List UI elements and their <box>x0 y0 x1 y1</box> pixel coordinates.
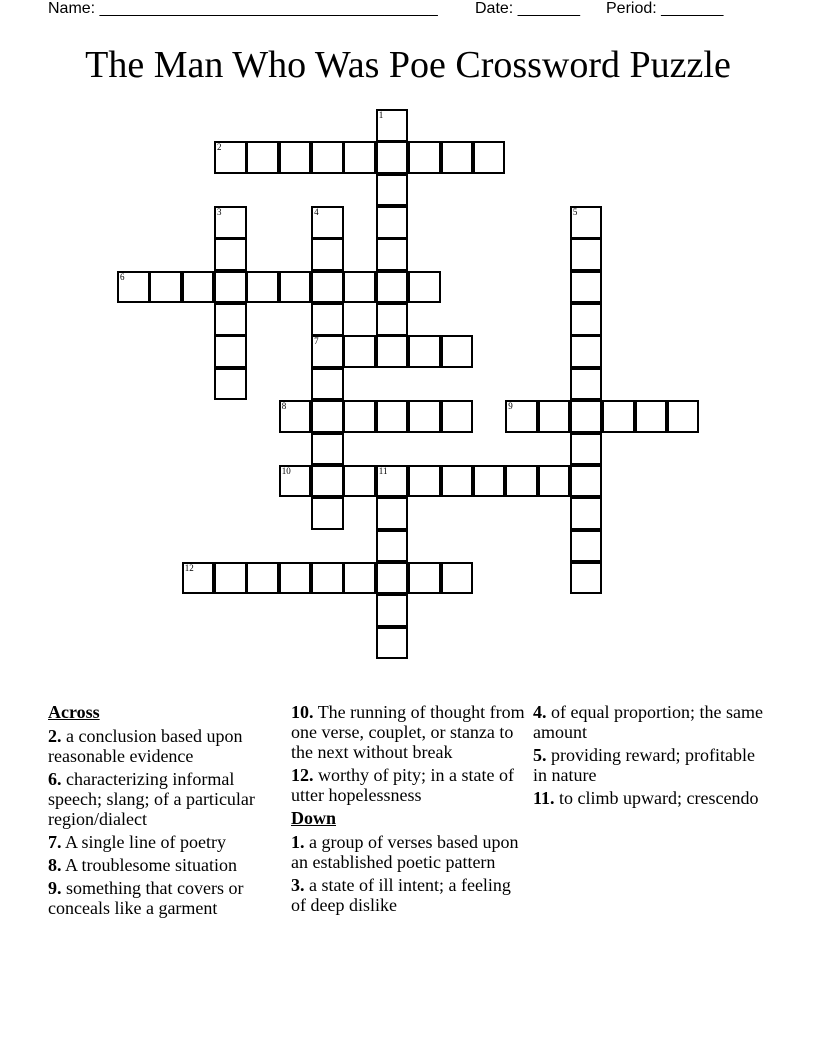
grid-cell[interactable] <box>570 206 603 239</box>
cell-number: 9 <box>508 401 513 412</box>
cell-number: 7 <box>314 336 319 347</box>
clue-text: The running of thought from one verse, couplet, or stanza to the next without break <box>291 702 525 762</box>
grid-cell[interactable] <box>570 562 603 595</box>
grid-cell[interactable] <box>311 368 344 401</box>
grid-cell[interactable] <box>311 238 344 271</box>
clue-across-8 <box>48 855 283 875</box>
grid-cell[interactable] <box>376 109 409 142</box>
grid-cell[interactable] <box>311 271 344 304</box>
clue-number: 12. <box>291 765 314 785</box>
across-heading: Across <box>48 702 100 722</box>
clue-text: a state of ill intent; a feeling of deep dislike <box>291 875 511 915</box>
grid-cell[interactable] <box>343 465 376 498</box>
clue-number: 7. <box>48 832 62 852</box>
grid-cell[interactable] <box>279 271 312 304</box>
clues-column-2 <box>291 702 526 918</box>
clue-number: 5. <box>533 745 547 765</box>
clue-across-6 <box>48 769 283 829</box>
grid-cell[interactable] <box>214 335 247 368</box>
grid-cell[interactable] <box>376 238 409 271</box>
grid-cell[interactable] <box>214 206 247 239</box>
cell-number: 6 <box>120 271 125 282</box>
grid-cell[interactable] <box>311 303 344 336</box>
down-heading: Down <box>291 808 337 828</box>
grid-cell[interactable] <box>376 271 409 304</box>
clue-text: to climb upward; crescendo <box>559 788 759 808</box>
cell-number: 8 <box>281 401 287 412</box>
clue-across-12 <box>291 765 526 805</box>
grid-cell[interactable] <box>214 303 247 336</box>
grid-cell[interactable] <box>376 562 409 595</box>
clue-text: providing reward; profitable in nature <box>533 745 755 785</box>
grid-cell[interactable] <box>343 562 376 595</box>
name-line: Name: ______________________________________ <box>48 0 438 17</box>
grid-cell[interactable] <box>376 303 409 336</box>
clues-column-3 <box>533 702 768 811</box>
grid-cell[interactable] <box>376 174 409 207</box>
puzzle-title: The Man Who Was Poe Crossword Puzzle <box>85 44 731 86</box>
grid-cell[interactable] <box>376 530 409 563</box>
grid-cell[interactable] <box>343 400 376 433</box>
grid-cell[interactable] <box>570 497 603 530</box>
cell-number: 1 <box>378 110 384 120</box>
grid-cell[interactable] <box>570 465 603 498</box>
grid-cell[interactable] <box>505 400 538 433</box>
clue-text: of equal proportion; the same amount <box>533 702 763 742</box>
grid-cell[interactable] <box>182 562 215 595</box>
grid-cell[interactable] <box>343 335 376 368</box>
grid-cell[interactable] <box>343 271 376 304</box>
grid-cell[interactable] <box>538 400 571 433</box>
grid-cell[interactable] <box>408 335 441 368</box>
grid-cell[interactable] <box>408 465 441 498</box>
grid-cell[interactable] <box>441 335 474 368</box>
grid-cell[interactable] <box>570 335 603 368</box>
grid-cell[interactable] <box>376 465 409 498</box>
grid-cell[interactable] <box>441 400 474 433</box>
grid-cell[interactable] <box>311 433 344 466</box>
clue-text: characterizing informal speech; slang; of a particular region/dialect <box>48 769 255 829</box>
grid-cell[interactable] <box>376 400 409 433</box>
clue-across-2 <box>48 726 283 766</box>
grid-cell[interactable] <box>473 465 506 498</box>
grid-cell[interactable] <box>214 368 247 401</box>
grid-cell[interactable] <box>570 303 603 336</box>
grid-cell[interactable] <box>473 141 506 174</box>
grid-cell[interactable] <box>570 368 603 401</box>
grid-cell[interactable] <box>246 271 279 304</box>
grid-cell[interactable] <box>635 400 668 433</box>
clue-across-9 <box>48 878 283 918</box>
grid-cell[interactable] <box>602 400 635 433</box>
clue-text: a conclusion based upon reasonable evidence <box>48 726 243 766</box>
clue-down-3 <box>291 875 526 915</box>
cell-number: 11 <box>378 465 388 476</box>
clue-across-10 <box>291 702 526 762</box>
clue-number: 9. <box>48 878 62 898</box>
grid-cell[interactable] <box>311 206 344 239</box>
grid-cell[interactable] <box>408 400 441 433</box>
grid-cell[interactable] <box>311 400 344 433</box>
grid-cell[interactable] <box>376 497 409 530</box>
grid-cell[interactable] <box>214 562 247 595</box>
grid-cell[interactable] <box>279 400 312 433</box>
grid-cell[interactable] <box>441 562 474 595</box>
cell-number: 10 <box>281 465 291 476</box>
clues-column-1 <box>48 702 283 921</box>
grid-cell[interactable] <box>408 562 441 595</box>
grid-cell[interactable] <box>570 271 603 304</box>
grid-cell[interactable] <box>376 594 409 627</box>
period-line: Period: _______ <box>606 0 724 17</box>
grid-cell[interactable] <box>376 627 409 660</box>
grid-cell[interactable] <box>376 206 409 239</box>
grid-cell[interactable] <box>570 433 603 466</box>
clue-text: a group of verses based upon an established poetic pattern <box>291 832 519 872</box>
grid-cell[interactable] <box>538 465 571 498</box>
clue-across-7 <box>48 832 283 852</box>
clue-number: 3. <box>291 875 305 895</box>
grid-cell[interactable] <box>408 141 441 174</box>
grid-cell[interactable] <box>246 562 279 595</box>
clue-number: 1. <box>291 832 305 852</box>
clue-number: 8. <box>48 855 62 875</box>
clue-down-11 <box>533 788 768 808</box>
grid-cell[interactable] <box>311 497 344 530</box>
grid-cell[interactable] <box>343 141 376 174</box>
clue-down-1 <box>291 832 526 872</box>
clue-text: A troublesome situation <box>65 855 237 875</box>
clue-number: 2. <box>48 726 62 746</box>
grid-cell[interactable] <box>441 465 474 498</box>
clue-number: 4. <box>533 702 547 722</box>
cell-number: 3 <box>217 207 222 218</box>
date-line: Date: _______ <box>475 0 580 17</box>
grid-cell[interactable] <box>149 271 182 304</box>
cell-number: 4 <box>314 207 319 218</box>
grid-cell[interactable] <box>311 562 344 595</box>
clue-text: A single line of poetry <box>65 832 226 852</box>
cell-number: 5 <box>572 207 578 218</box>
grid-cell[interactable] <box>279 465 312 498</box>
grid-cell[interactable] <box>311 465 344 498</box>
grid-cell[interactable] <box>311 141 344 174</box>
clue-number: 11. <box>533 788 555 808</box>
grid-cell[interactable] <box>311 335 344 368</box>
clue-text: something that covers or conceals like a garment <box>48 878 244 918</box>
grid-cell[interactable] <box>667 400 700 433</box>
grid-cell[interactable] <box>214 238 247 271</box>
grid-cell[interactable] <box>279 562 312 595</box>
grid-cell[interactable] <box>214 271 247 304</box>
clue-text: worthy of pity; in a state of utter hopelessness <box>291 765 514 805</box>
grid-cell[interactable] <box>570 530 603 563</box>
grid-cell[interactable] <box>441 141 474 174</box>
clue-down-4 <box>533 702 768 742</box>
grid-cell[interactable] <box>505 465 538 498</box>
grid-cell[interactable] <box>570 238 603 271</box>
grid-cell[interactable] <box>279 141 312 174</box>
clue-down-5 <box>533 745 768 785</box>
grid-cell[interactable] <box>182 271 215 304</box>
grid-cell[interactable] <box>376 141 409 174</box>
grid-cell[interactable] <box>117 271 150 304</box>
grid-cell[interactable] <box>246 141 279 174</box>
grid-cell[interactable] <box>408 271 441 304</box>
grid-cell[interactable] <box>214 141 247 174</box>
clue-number: 6. <box>48 769 62 789</box>
clue-number: 10. <box>291 702 314 722</box>
cell-number: 12 <box>184 562 194 573</box>
cell-number: 2 <box>217 142 222 153</box>
grid-cell[interactable] <box>376 335 409 368</box>
grid-cell[interactable] <box>570 400 603 433</box>
